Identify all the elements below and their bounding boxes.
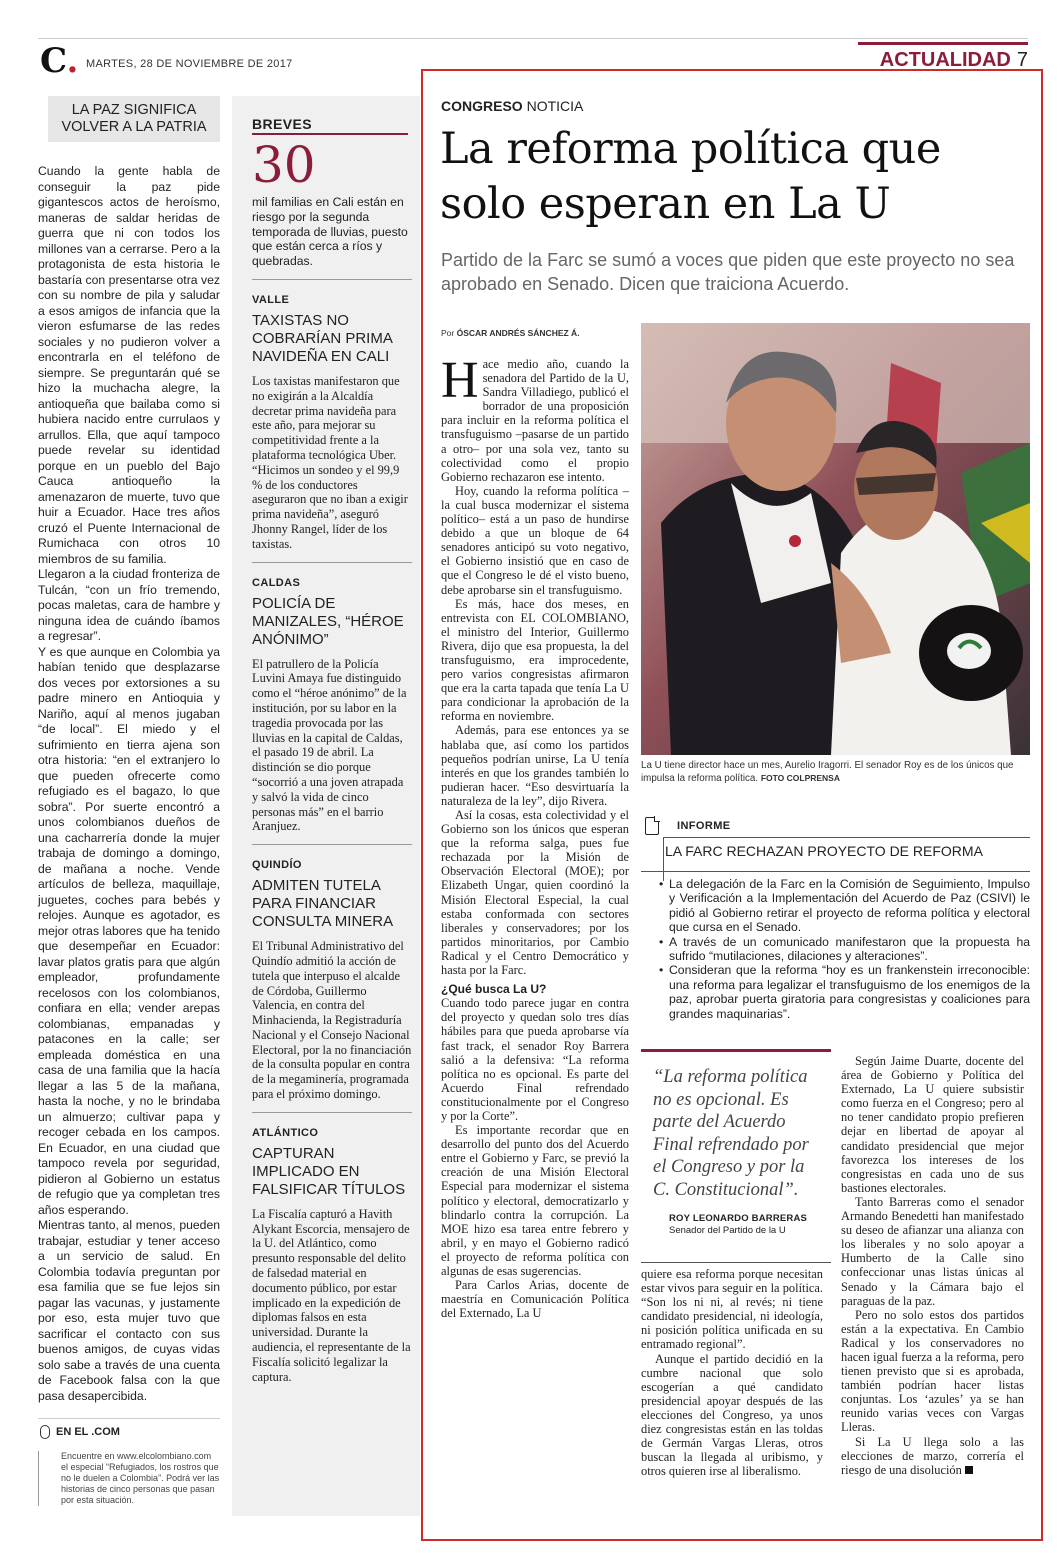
left-column-heading: LA PAZ SIGNIFICA VOLVER A LA PATRIA: [48, 96, 220, 142]
photo-credit: FOTO COLPRENSA: [760, 773, 840, 783]
brief-tag: ATLÁNTICO: [252, 1126, 319, 1139]
article-paragraph: Hoy, cuando la reforma política –la cual busca modernizar el sistema político– está a un paso de hundirse debido a que un bloque de 64 senadores anticipó su voto negativo, el Gobierno insistió que en caso de que el Congreso le dé el visto bueno, debe aprobarse sin el transfuguismo.: [441, 483, 629, 597]
section-name: ACTUALIDAD: [879, 49, 1011, 71]
article-paragraph: Así la cosas, esta colectividad y el Gobierno son los únicos que esperan que la reforma salga, pues fue rechazada por la Misión de Observación Electoral (MOE); por Elizabeth Ungar, quien coordinó la Misión Electoral Especial, la cual estaba conformada con sectores liberales y conservadores; por los partidos minoritarios, por Cambio Radical y el Centro Democrático y hasta por la Farc.: [441, 808, 629, 978]
quote-author: ROY LEONARDO BARRERAS: [669, 1213, 808, 1224]
newspaper-logo: C.: [40, 41, 79, 81]
article-deck: Partido de la Farc se sumó a voces que piden que este proyecto no sea aprobado en Senado. Dicen que traiciona Acuerdo.: [441, 250, 1015, 294]
brief-atlantico: [252, 1127, 412, 1385]
informe-title: LA FARC RECHAZAN PROYECTO DE REFORMA: [665, 843, 983, 859]
brief-tag: VALLE: [252, 293, 290, 306]
big-number: 30: [252, 136, 316, 194]
informe-rule-vertical: [663, 837, 664, 881]
informe-list: [659, 877, 1030, 1021]
document-icon: [645, 817, 659, 835]
article-column-3: [841, 1054, 1024, 1477]
quote-bar: [641, 1049, 831, 1052]
article-paragraph: Cuando todo parece jugar en contra del proyecto y quedan solo tres días hábiles para que pueda aprobarse vía fast track, el senador Roy Barrera salió a la defensiva: “La reforma política no es opcional. Es parte del Acuerdo Final refrendado constitucionalmente por el Congreso y por la Corte”.: [441, 996, 629, 1123]
divider: [252, 562, 412, 563]
brief-caldas: [252, 577, 412, 835]
article-byline: Por ÓSCAR ANDRÉS SÁNCHEZ Á.: [441, 328, 580, 338]
article-paragraph: Tanto Barreras como el senador Armando Benedetti han manifestado su deseo de afianzar una alianza con los liberales y no solo apoyar a Humberto de la Calle sino confeccionar unas listas únicas al Senado y la Cámara bajo el paraguas de la paz.: [841, 1194, 1024, 1308]
list-item: • A través de un comunicado manifestaron que la propuesta ha sufrido “mutilaciones, dilaciones y alteraciones”.: [659, 935, 1030, 964]
en-el-title: EN EL .COM: [58, 1425, 220, 1439]
article-lead: ace medio año, cuando la senadora del Partido de la U, Sandra Villadiego, publicó el borrador de una proposición para incluir en la reforma política el transfuguismo –pasarse de un partido a otro– por una sola vez, tanto su colectividad como el propio Gobierno rechazaron ese intento.: [441, 357, 629, 484]
article-paragraph: quiere esa reforma porque necesitan estar vivos para seguir en la política. “Son los ni ni, al revés; ni tiene candidato presidencial, ni ideología, ni posición política unificada en su entramado regional”.: [641, 1267, 823, 1352]
quote-role: Senador del Partido de la U: [669, 1225, 786, 1236]
left-column-body: [38, 164, 220, 1404]
page-number: 7: [1016, 49, 1028, 71]
article-column-1: [441, 352, 629, 1321]
list-item: • Consideran que la reforma “hoy es un frankenstein irreconocible: una reforma para legalizar el transfuguismo de los enemigos de la paz, aprobar puerta giratoria para congresistas y coaliciones para grandes maquinarias”.: [659, 963, 1030, 1021]
brief-quindio: [252, 859, 412, 1102]
article-subhead: ¿Qué busca La U?: [441, 982, 547, 997]
en-el-text: Encuentre en www.elcolombiano.com el especial “Refugiados, los rostros que no le duelen a Colombia”. Podrá ver las historias de cinco personas que pasan por esta situación.: [38, 1451, 220, 1506]
brief-text: El patrullero de la Policía Luvini Amaya fue distinguido como el “héroe anónimo” de la institución, por su labor en la tragedia provocada por las lluvias en la capital de Caldas, el pasado 19 de abril. La distinción se dio porque “socorrió a una joven atrapada y salvó la vida de cinco personas más” en el barrio Aranjuez.: [252, 656, 407, 834]
brief-heading: TAXISTAS NO COBRARÍAN PRIMA NAVIDEÑA EN CALI: [252, 311, 393, 365]
left-paragraph: Mientras tanto, al menos, pueden trabajar, estudiar y tener acceso a un servicio de salud. En Colombia todavía preguntan por esa familia que se fue lejos sin pagar las vacunas, y justamente por eso, esta mujer tuvo que sacrificar el contacto con sus buenos amigos, de cuyas vidas solo sabe a través de una cuenta de Facebook falsa con la que pasa desapercibida.: [38, 1218, 220, 1403]
article-paragraph: Es importante recordar que en desarrollo del punto dos del Acuerdo entre el Gobierno y Farc, se previó la creación de una Misión Electoral Especial para modernizar el sistema político y electoral, democratizarlo y blindarlo contra la corrupción. La MOE hizo esa tarea entre febrero y abril, y en mayo el Gobierno radicó el proyecto de reforma política con algunas de esas sugerencias.: [441, 1123, 629, 1278]
breves-bar: [252, 133, 408, 135]
pull-quote: [641, 1049, 823, 1236]
article-paragraph: Además, para ese entonces ya se hablaba que, así como los partidos pequeños podrían unirse, La U tenía interés en que los grandes también lo pudieran hacer. “Eso desvirtuaría la naturaleza de la ley”, dijo Rivera.: [441, 723, 629, 808]
photo-caption: La U tiene director hace un mes, Aurelio Iragorri. El senador Roy es de los únicos que impulsa la reforma política. FOTO COLPRENSA: [641, 760, 1014, 784]
brief-heading: ADMITEN TUTELA PARA FINANCIAR CONSULTA MINERA: [252, 877, 394, 931]
article-paragraph: Si La U llega solo a las elecciones de marzo, correría el riesgo de una disolución: [841, 1434, 1024, 1477]
en-el-box: [38, 1418, 220, 1506]
article-paragraph: Según Jaime Duarte, docente del área de Gobierno y Política del Externado, La U quiere subsistir como fuerza en el Congreso; pero al no tener candidato propio prefieren dejar en libertad de apoyar al candidato presidencial que mejor favorezca los intereses de los congresistas en cada uno de sus bastiones electorales.: [841, 1054, 1024, 1195]
left-paragraph: Cuando la gente habla de conseguir la paz pide gigantescos actos de heroísmo, maneras de saldar heridas de guerra que ni con todos los millones van a cerrarse. Pero a la protagonista de esta historia le bastaría con presentarse otra vez con su nombre de pila y saludar a esos amigos de infancia que la vieron esfumarse de las redes sociales y no pudieron volver a encontrarla en el teléfono de siempre. Se preguntarán qué se hizo la muchacha alegre, la antioqueña que bailaba como si hubiera nacido entre currulaos y arrullos. Ella, que aquí tampoco puede revelar su identidad porque en un pueblo del Bajo Cauca antioqueño la amenazaron de muerte, tuvo que huir a Ecuador. Hace tres años cruzó el Puente Internacional de Rumichaca con otros 10 miembros de su familia.: [38, 164, 220, 566]
informe-label: INFORME: [677, 820, 731, 832]
left-column: [38, 96, 220, 1404]
brief-valle: [252, 294, 412, 552]
article-kicker: CONGRESO NOTICIA: [441, 98, 584, 114]
brief-tag: QUINDÍO: [252, 859, 302, 872]
brief-heading: POLICÍA DE MANIZALES, “HÉROE ANÓNIMO”: [252, 594, 404, 648]
brief-text: El Tribunal Administrativo del Quindío admitió la acción de tutela que interpuso el alcalde de Córdoba, Guillermo Valencia, en contra del Minhacienda, la Registraduría Nacional y el Consejo Nacional Electoral, por la no financiación de la consulta popular en contra de la megaminería, programada para el próximo domingo.: [252, 939, 412, 1102]
brief-text: Los taxistas manifestaron que no exigirán a la Alcaldía decretar prima navideña para este año, para mejorar su competitividad frente a la plataforma tecnológica Uber. “Hicimos un sondeo y el 99,9 % de los conductores aseguraron que no iban a exigir prima navideña”, aseguró Jhonny Rangel, líder de los taxistas.: [252, 373, 408, 551]
end-mark: [965, 1466, 973, 1474]
issue-date: MARTES, 28 DE NOVIEMBRE DE 2017: [86, 58, 293, 70]
top-rule: [38, 38, 1028, 39]
article-headline: La reforma política que solo esperan en La U: [440, 124, 941, 229]
article-paragraph: Pero no solo estos dos partidos están a la expectativa. En Cambio Radical y los conservadores no hacen igual fuerza a la reforma, pero tienen previsto que si es aprobada, también podrían hacer listas conjuntas. Los ‘azules’ ya se han reunido varias veces con Vargas Lleras.: [841, 1307, 1024, 1435]
article-paragraph: Es más, hace dos meses, en entrevista con EL COLOMBIANO, el ministro del Interior, Guillermo Rivera, dijo que esa propuesta, la del transfuguismo, era improcedente, pero varios congresistas afirmaron que era la carta tapada que tenía La U para condicionar la aprobación de la reforma en noviembre.: [441, 596, 629, 724]
article-column-2: [641, 1267, 823, 1478]
big-number-text: mil familias en Cali están en riesgo por la segunda temporada de lluvias, puesto que están cerca a ríos y quebradas.: [252, 195, 408, 269]
informe-rule: [641, 871, 1030, 872]
quote-rule: [641, 1262, 831, 1263]
mouse-icon: [40, 1425, 50, 1439]
quote-text: “La reforma política no es opcional. Es parte del Acuerdo Final refrendado por el Congreso y por la C. Constitucional”.: [653, 1067, 809, 1200]
left-paragraph: Llegaron a la ciudad fronteriza de Tulcán, “con un frío tremendo, pocas maletas, cara de hambre y ninguna idea de cuándo íbamos a regresar”.: [38, 567, 220, 643]
divider: [252, 279, 412, 280]
divider: [252, 1112, 412, 1113]
list-item: • La delegación de la Farc en la Comisión de Seguimiento, Impulso y Verificación a la Implementación del Acuerdo de Paz (CSIVI) le pidió al Gobierno retirar el proyecto de reforma política y electoral que cursa en el Senado.: [659, 877, 1030, 935]
article-photo: [641, 323, 1030, 755]
breves-column: [232, 96, 420, 1516]
article-paragraph: Aunque el partido decidió en la cumbre nacional que solo escogerían a qué candidato presidencial apoyar después de las elecciones del Congreso, ya unos diez congresistas están en las toldas de Germán Vargas Lleras, otros buscan la llegada al uribismo, y otros quieren irse al liberalismo.: [641, 1351, 823, 1479]
section-header: [858, 42, 1028, 72]
article-paragraph: Para Carlos Arias, docente de maestría en Comunicación Política del Externado, La U: [441, 1278, 629, 1321]
divider: [252, 844, 412, 845]
informe-rule: [663, 837, 1030, 838]
left-paragraph: Y es que aunque en Colombia ya habían tenido que desplazarse dos veces por extorsiones a su padre minero en Antioquia y Nariño, aquí al menos jugaban “de local”. El miedo y el sufrimiento en tierra ajena son otra historia: “en el extranjero lo que pueden ofrecerte como refugiado es el bagazo, lo que sobra”. Por suerte encontró a unos colombianos dueños de una cacharrería donde la mujer trabaja de domingo a domingo, de mañana a noche. Vende artículos de belleza, maquillaje, juguetes, coches para bebés y relojes. Aunque es agotador, es mejor otras labores que ha tenido que desempeñar en Ecuador: lavar platos gratis para que algún empleador, profundamente recelosos con los colombianos, confiara en ella; vender arepas colombianas, empanadas y patacones en la calle; ser empleada doméstica en una casa de una familia que la hacía llegar a las 5 de la mañana, hasta la noche, y no le brindaba un almuerzo; cultivar papa y recoger cebada en los campos. En Ecuador, en una ciudad que tampoco revela por seguridad, pidieron al Gobierno un estatus de refugio que ya completan tres años esperando.: [38, 644, 220, 1217]
drop-cap: H: [441, 352, 479, 409]
breves-label: BREVES: [252, 116, 312, 132]
brief-tag: CALDAS: [252, 576, 301, 589]
brief-heading: CAPTURAN IMPLICADO EN FALSIFICAR TÍTULOS: [252, 1144, 406, 1198]
brief-text: La Fiscalía capturó a Havith Alykant Escorcia, mensajero de la U. del Atlántico, como presunto responsable del delito de falsedad material en documento público, por estar implicado en la expedición de diplomas falsos en esta universidad. Durante la audiencia, el representante de la Fiscalía solicitó legalizar la captura.: [252, 1206, 411, 1384]
